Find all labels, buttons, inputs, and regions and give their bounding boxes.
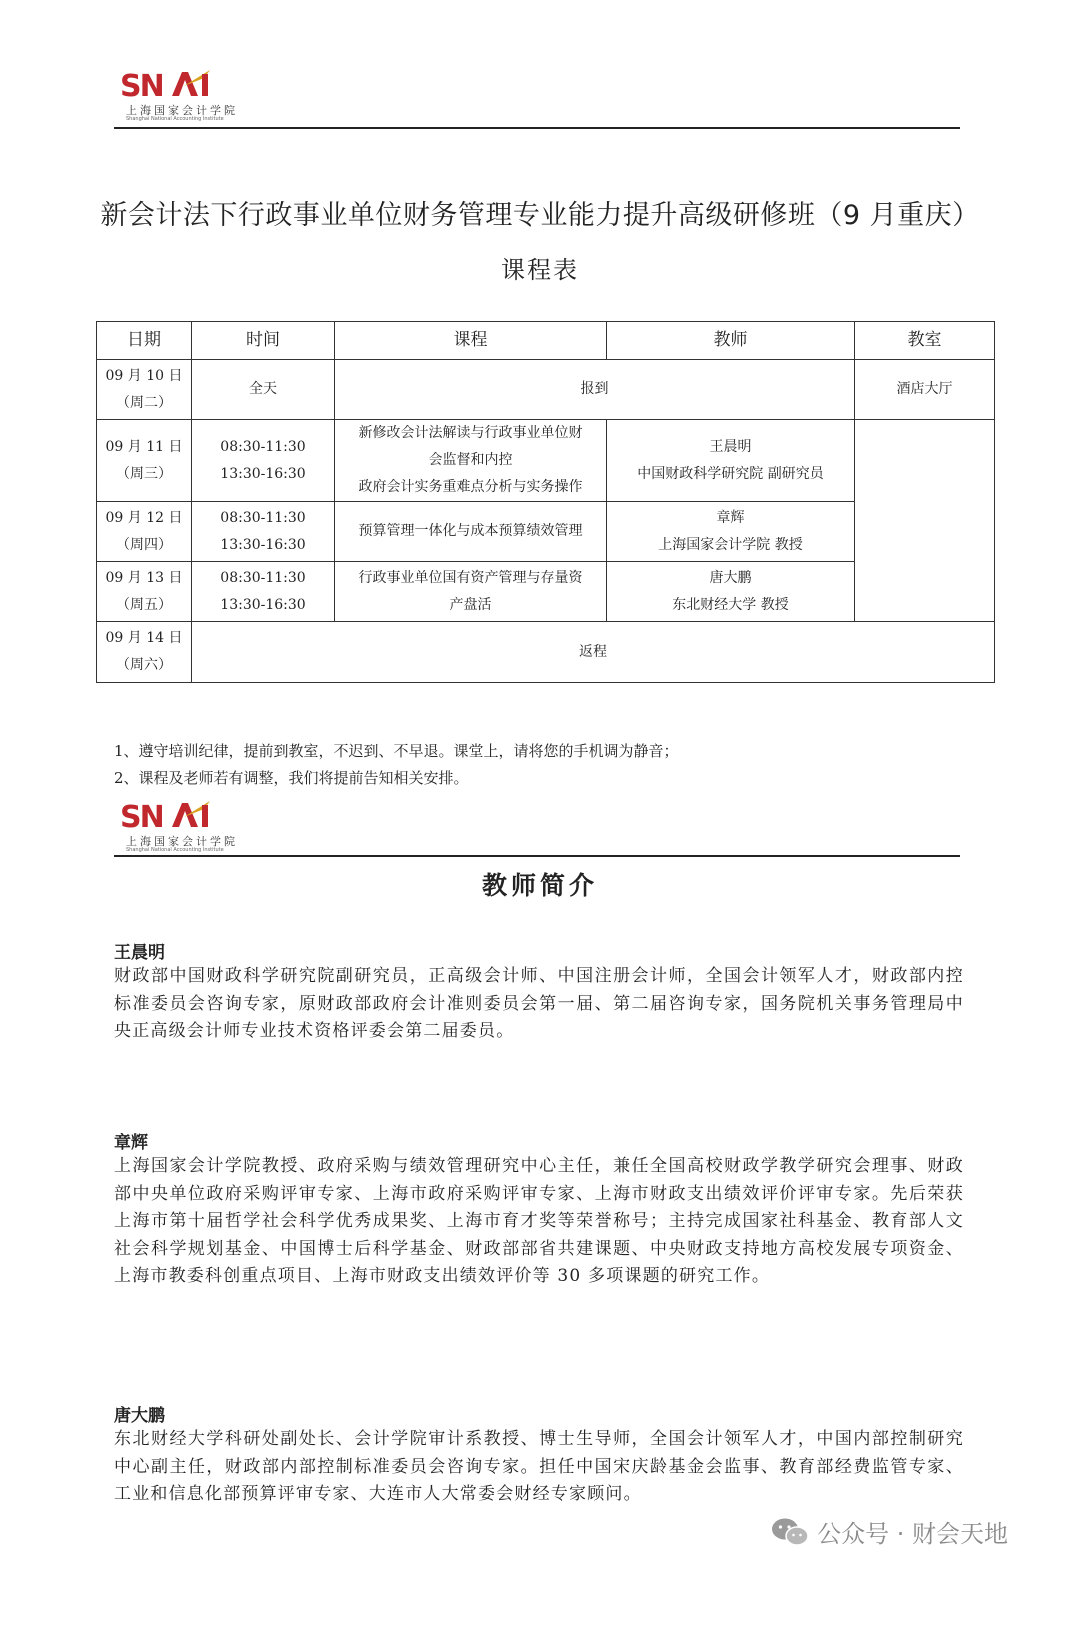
weekday: （周四） xyxy=(116,536,172,553)
teacher-title: 中国财政科学研究院 副研究员 xyxy=(637,465,824,482)
date-cell xyxy=(97,360,192,420)
date: 09 月 12 日 xyxy=(105,509,183,526)
bio-text: 财政部中国财政科学研究院副研究员，正高级会计师、中国注册会计师，全国会计领军人才，财政部内控标准委员会咨询专家，原财政部政府会计准则委员会第一届、第二届咨询专家，国务院机关事务管理局中央正高级会计师专业技术资格评委会第二届委员。 xyxy=(114,966,964,1041)
room-cell: 酒店大厅 xyxy=(855,360,995,420)
snai-logo-top xyxy=(120,66,238,122)
date-cell xyxy=(97,420,192,502)
note-item: 2、课程及老师若有调整，我们将提前告知相关安排。 xyxy=(114,769,469,787)
header-time: 时间 xyxy=(192,322,335,360)
header-date: 日期 xyxy=(97,322,192,360)
wechat-icon xyxy=(771,1517,809,1547)
snai-logo-mark xyxy=(120,797,220,835)
teacher-title: 东北财经大学 教授 xyxy=(672,596,789,613)
date: 09 月 11 日 xyxy=(105,438,183,455)
time-cell xyxy=(192,420,335,502)
weekday: （周二） xyxy=(116,394,172,411)
header-teacher: 教师 xyxy=(607,322,855,360)
weekday: （周三） xyxy=(116,465,172,482)
logo-name-cn: 上海国家会计学院 xyxy=(126,104,238,117)
teacher-cell xyxy=(607,420,855,502)
snai-logo-middle xyxy=(120,797,238,853)
table-row xyxy=(97,420,995,502)
note-item: 1、遵守培训纪律，提前到教室，不迟到、不早退。课堂上，请将您的手机调为静音； xyxy=(114,742,679,760)
logo-name-en: Shanghai National Accounting Institute xyxy=(126,847,224,853)
weekday: （周六） xyxy=(116,657,172,673)
course-cell: 预算管理一体化与成本预算绩效管理 xyxy=(335,502,607,562)
date-cell xyxy=(97,562,192,622)
bio-text: 东北财经大学科研处副处长、会计学院审计系教授、博士生导师，全国会计领军人才，中国内部控制研究中心副主任，财政部内部控制标准委员会咨询专家。担任中国宋庆龄基金会监事、教育部经费监管专家、工业和信息化部预算评审专家、大连市人大常委会财经专家顾问。 xyxy=(114,1429,964,1504)
logo-name-cn: 上海国家会计学院 xyxy=(126,835,238,848)
teachers-section-title: 教师简介 xyxy=(481,871,598,900)
document-title: 新会计法下行政事业单位财务管理专业能力提升高级研修班（9 月重庆） xyxy=(100,200,980,231)
time-afternoon: 13:30-16:30 xyxy=(220,536,306,553)
date: 09 月 10 日 xyxy=(105,367,183,384)
header-room: 教室 xyxy=(855,322,995,360)
table-row xyxy=(97,622,995,683)
teacher-title: 上海国家会计学院 教授 xyxy=(658,536,803,553)
watermark-text: 公众号 · 财会天地 xyxy=(817,1520,1008,1548)
teacher-name: 唐大鹏 xyxy=(709,569,752,586)
course-line: 会监督和内控 xyxy=(428,452,513,468)
table-header-row xyxy=(97,322,995,360)
bio-name: 章辉 xyxy=(114,1133,148,1153)
bio-name: 王晨明 xyxy=(114,943,165,963)
teacher-name: 王晨明 xyxy=(709,438,752,455)
time-morning: 08:30-11:30 xyxy=(220,569,306,586)
return-cell: 返程 xyxy=(192,622,995,683)
course-cell xyxy=(335,562,607,622)
weekday: （周五） xyxy=(116,596,172,613)
date-cell xyxy=(97,622,192,683)
time-cell: 全天 xyxy=(192,360,335,420)
document-subtitle: 课程表 xyxy=(501,256,579,284)
schedule-table xyxy=(96,321,995,683)
time-cell xyxy=(192,562,335,622)
time-afternoon: 13:30-16:30 xyxy=(220,465,306,482)
table-row xyxy=(97,360,995,420)
header-rule xyxy=(114,127,960,129)
course-line: 行政事业单位国有资产管理与存量资 xyxy=(358,569,583,586)
course-cell: 报到 xyxy=(335,360,855,420)
course-cell xyxy=(335,420,607,502)
logo-name-en: Shanghai National Accounting Institute xyxy=(126,116,224,122)
snai-logo-mark xyxy=(120,66,220,104)
date-cell xyxy=(97,502,192,562)
header-course: 课程 xyxy=(335,322,607,360)
room-cell xyxy=(855,420,995,622)
time-morning: 08:30-11:30 xyxy=(220,509,306,526)
course-line: 新修改会计法解读与行政事业单位财 xyxy=(358,425,583,441)
date: 09 月 14 日 xyxy=(105,630,183,646)
section-rule xyxy=(114,855,960,857)
bio-name: 唐大鹏 xyxy=(114,1406,165,1426)
notes xyxy=(114,738,679,792)
time-afternoon: 13:30-16:30 xyxy=(220,596,306,613)
time-cell xyxy=(192,502,335,562)
teacher-cell xyxy=(607,562,855,622)
course-line: 产盘活 xyxy=(449,596,492,613)
date: 09 月 13 日 xyxy=(105,569,183,586)
teacher-name: 章辉 xyxy=(716,509,745,526)
svg-text:SN: SN xyxy=(120,69,163,104)
watermark xyxy=(771,1514,1008,1549)
time-morning: 08:30-11:30 xyxy=(220,438,306,455)
teacher-cell xyxy=(607,502,855,562)
course-line: 政府会计实务重难点分析与实务操作 xyxy=(358,479,583,495)
bio-text: 上海国家会计学院教授、政府采购与绩效管理研究中心主任，兼任全国高校财政学教学研究会理事、财政部中央单位政府采购评审专家、上海市政府采购评审专家、上海市财政支出绩效评价评审专家。先后荣获上海市第十届哲学社会科学优秀成果奖、上海市育才奖等荣誉称号；主持完成国家社科基金、教育部人文社会科学规划基金、中国博士后科学基金、财政部部省共建课题、中央财政支持地方高校发展专项资金、上海市教委科创重点项目、上海市财政支出绩效评价等 30 多项课题的研究工作。 xyxy=(114,1156,964,1286)
svg-text:SN: SN xyxy=(120,800,163,835)
